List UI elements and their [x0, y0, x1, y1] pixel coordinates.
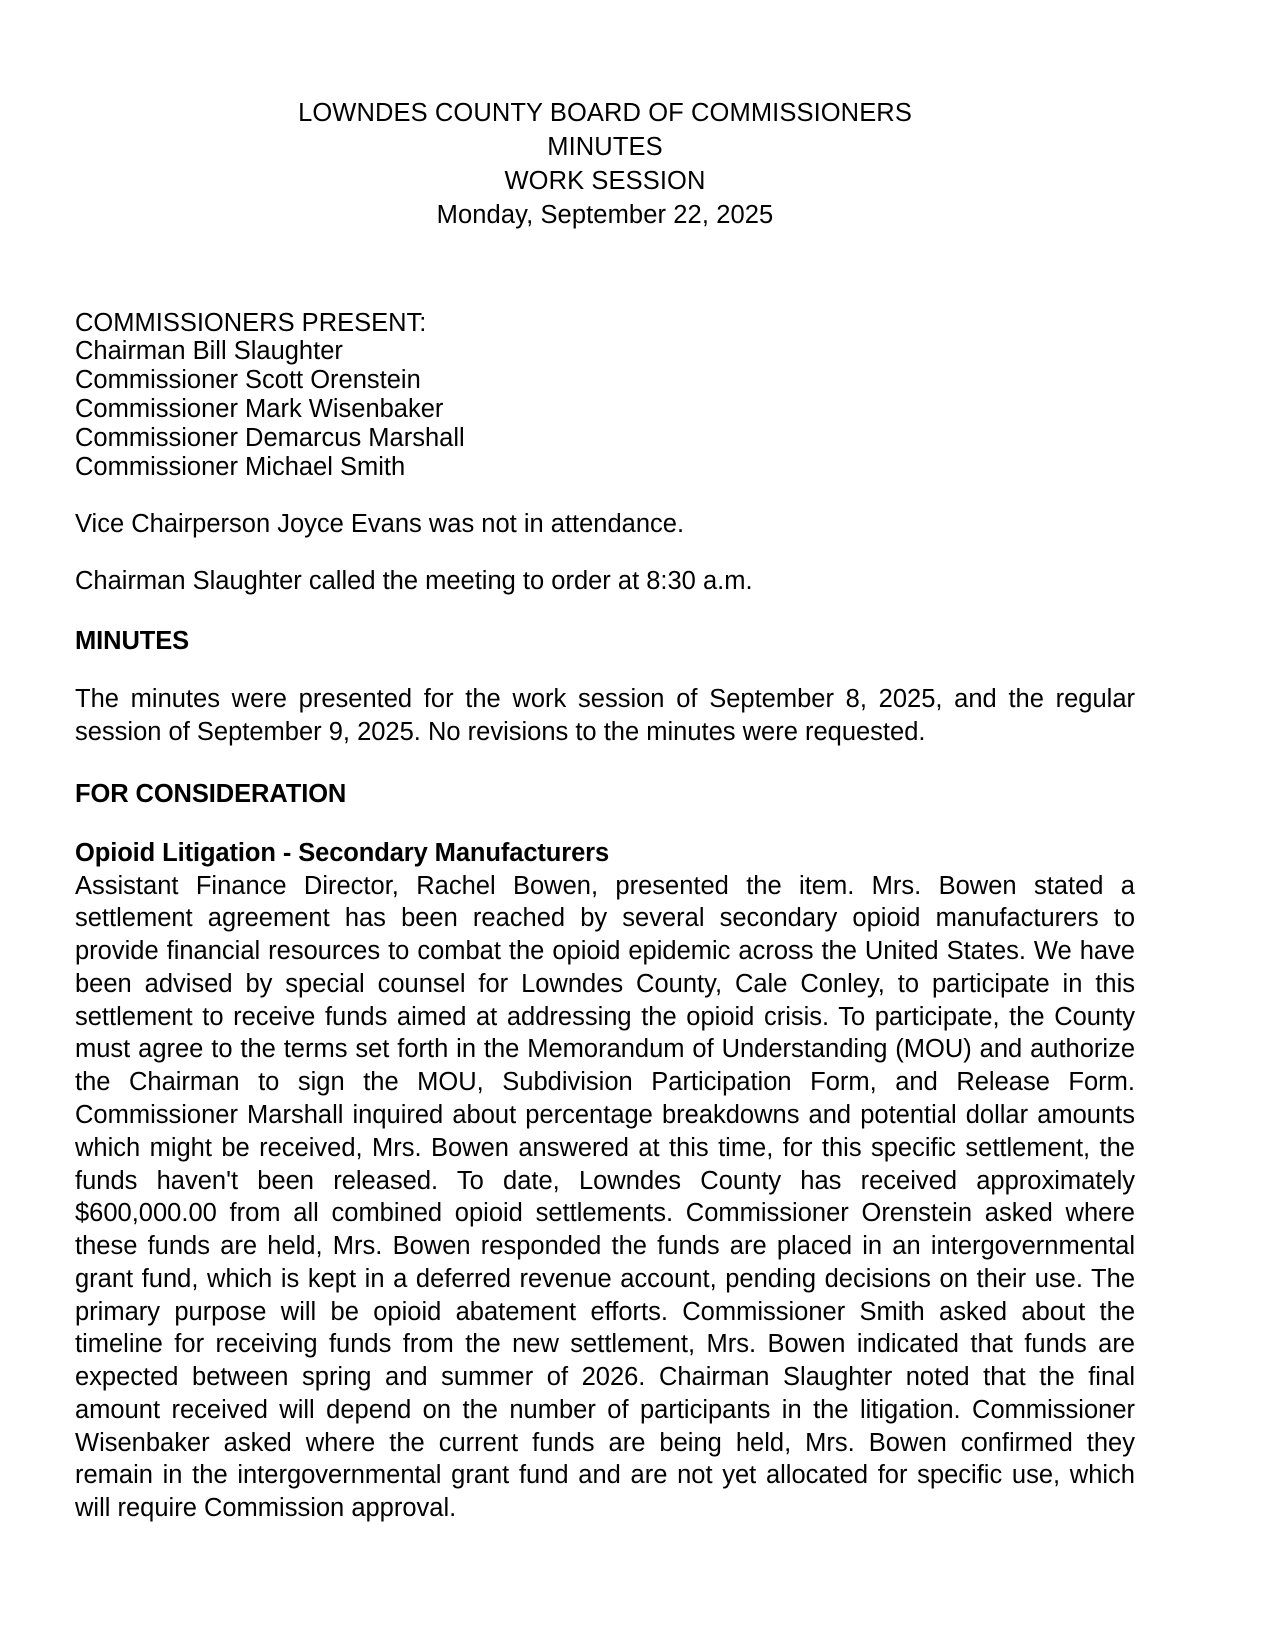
attendee-chairman: Chairman Bill Slaughter — [75, 337, 343, 366]
call-to-order-note: Chairman Slaughter called the meeting to order at 8:30 a.m. — [75, 566, 753, 595]
minutes-section-paragraph: The minutes were presented for the work session of September 8, 2025, and the regular session of September 9, 2025. No revisions to the minutes were requested. — [75, 685, 1135, 746]
absent-note: Vice Chairperson Joyce Evans was not in attendance. — [75, 509, 685, 538]
minutes-section-heading: MINUTES — [75, 627, 190, 656]
commissioners-present-label: COMMISSIONERS PRESENT: — [75, 308, 427, 337]
header-title-session-type: WORK SESSION — [504, 166, 706, 195]
header-title-organization: LOWNDES COUNTY BOARD OF COMMISSIONERS — [298, 99, 912, 127]
attendee-commissioner-smith: Commissioner Michael Smith — [75, 452, 406, 481]
attendee-commissioner-wisenbaker: Commissioner Mark Wisenbaker — [75, 395, 444, 424]
document-header — [75, 0, 1135, 233]
header-title-minutes: MINUTES — [547, 132, 663, 161]
agenda-item-title-opioid-litigation: Opioid Litigation - Secondary Manufacturers — [75, 838, 610, 867]
header-meeting-date: Monday, September 22, 2025 — [436, 200, 774, 229]
agenda-item-body-opioid-litigation: Assistant Finance Director, Rachel Bowen, presented the item. Mrs. Bowen stated a settlement agreement has been reached by several secondary opioid manufacturers to provide financial resources to combat the opioid epidemic across the United States. We have been advised by special counsel for Lowndes County, Cale Conley, to participate in this settlement to receive funds aimed at addressing the opioid crisis. To participate, the County must agree to the terms set forth in the Memorandum of Understanding (MOU) and authorize the Chairman to sign the MOU, Subdivision Participation Form, and Release Form. Commissioner Marshall inquired about percentage breakdowns and potential dollar amounts which might be received, Mrs. Bowen answered at this time, for this specific settlement, the funds haven't been released. To date, Lowndes County has received approximately $600,000.00 from all combined opioid settlements. Commissioner Orenstein asked where these funds are held, Mrs. Bowen responded the funds are placed in an intergovernmental grant fund, which is kept in a deferred revenue account, pending decisions on their use. The primary purpose will be opioid abatement efforts. Commissioner Smith asked about the timeline for receiving funds from the new settlement, Mrs. Bowen indicated that funds are expected between spring and summer of 2026. Chairman Slaughter noted that the final amount received will depend on the number of participants in the litigation. Commissioner Wisenbaker asked where the current funds are being held, Mrs. Bowen confirmed they remain in the intergovernmental grant fund and are not yet allocated for specific use, which will require Commission approval. — [75, 871, 1135, 1523]
attendee-commissioner-marshall: Commissioner Demarcus Marshall — [75, 423, 465, 452]
document-content — [75, 0, 1135, 1525]
for-consideration-heading: FOR CONSIDERATION — [75, 779, 347, 808]
attendee-commissioner-orenstein: Commissioner Scott Orenstein — [75, 366, 421, 395]
commissioners-present-block — [75, 309, 1135, 482]
